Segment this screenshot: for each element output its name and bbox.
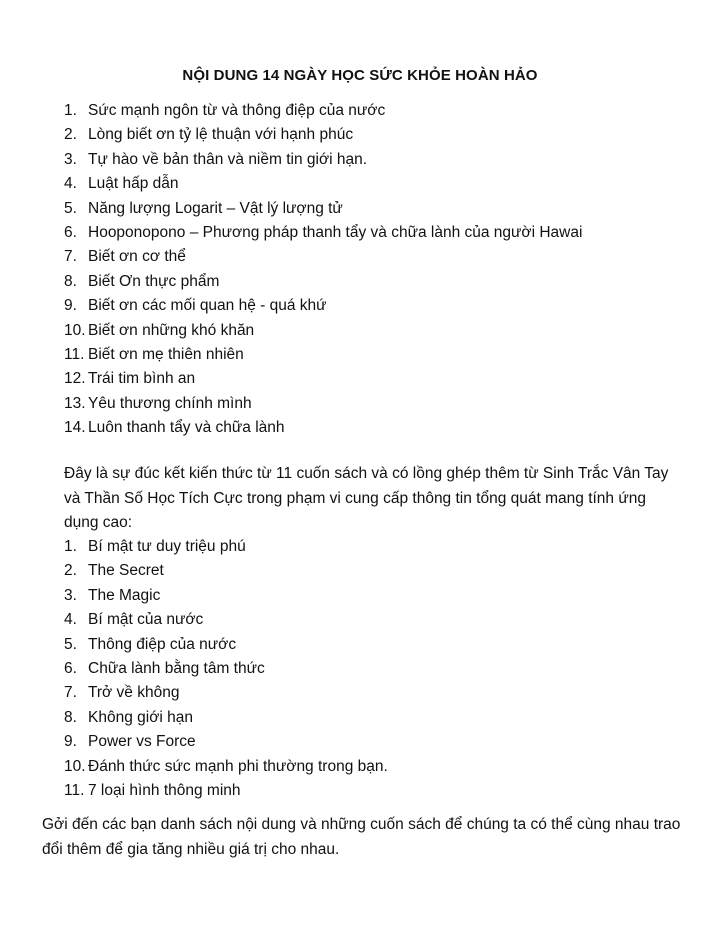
list-item: 3. Tự hào về bản thân và niềm tin giới hạn. (64, 150, 368, 168)
list-item: 7. Trở về không (64, 684, 180, 702)
list-item: 4. Bí mật của nước (64, 611, 204, 629)
list-item: 8. Không giới hạn (64, 708, 193, 726)
list-item: 2. The Secret (64, 562, 164, 580)
list-item: 11. Biết ơn mẹ thiên nhiên (64, 345, 244, 363)
list-item: 8. Biết Ơn thực phẩm (64, 272, 220, 290)
list-item: 1. Bí mật tư duy triệu phú (64, 538, 246, 555)
list-item: 4. Luật hấp dẫn (64, 175, 179, 193)
list-item: 5. Năng lượng Logarit – Vật lý lượng tử (64, 199, 343, 217)
list-item: 1. Sức mạnh ngôn từ và thông điệp của nước (64, 102, 386, 119)
book-list (64, 535, 664, 803)
list-item: 6. Chữa lành bằng tâm thức (64, 659, 265, 677)
list-item: 10. Biết ơn những khó khăn (64, 321, 255, 339)
list-item: 11. 7 loại hình thông minh (64, 781, 241, 799)
list-item: 9. Biết ơn các mối quan hệ - quá khứ (64, 297, 327, 315)
closing-paragraph: Gởi đến các bạn danh sách nội dung và những cuốn sách để chúng ta có thể cùng nhau trao đổi thêm để gia tăng nhiều giá trị cho nhau. (42, 816, 681, 858)
course-content-list (64, 99, 664, 440)
page-title: NỘI DUNG 14 NGÀY HỌC SỨC KHỎE HOÀN HẢO (182, 67, 538, 84)
intro-paragraph: Đây là sự đúc kết kiến thức từ 11 cuốn sách và có lồng ghép thêm từ Sinh Trắc Vân Tay và Thần Số Học Tích Cực trong phạm vi cung cấp thông tin tổng quát mang tính ứng dụng cao: (64, 465, 669, 532)
list-item: 14. Luôn thanh tẩy và chữa lành (64, 419, 285, 437)
list-item: 13. Yêu thương chính mình (64, 394, 252, 412)
list-item: 2. Lòng biết ơn tỷ lệ thuận với hạnh phúc (64, 126, 354, 144)
list-item: 12. Trái tim bình an (64, 370, 196, 388)
list-item: 10. Đánh thức sức mạnh phi thường trong bạn. (64, 757, 388, 775)
list-item: 7. Biết ơn cơ thể (64, 248, 186, 266)
list-item: 3. The Magic (64, 586, 161, 604)
list-item: 6. Hooponopono – Phương pháp thanh tẩy và chữa lành của người Hawai (64, 223, 583, 241)
list-item: 9. Power vs Force (64, 733, 196, 751)
list-item: 5. Thông điệp của nước (64, 635, 237, 653)
